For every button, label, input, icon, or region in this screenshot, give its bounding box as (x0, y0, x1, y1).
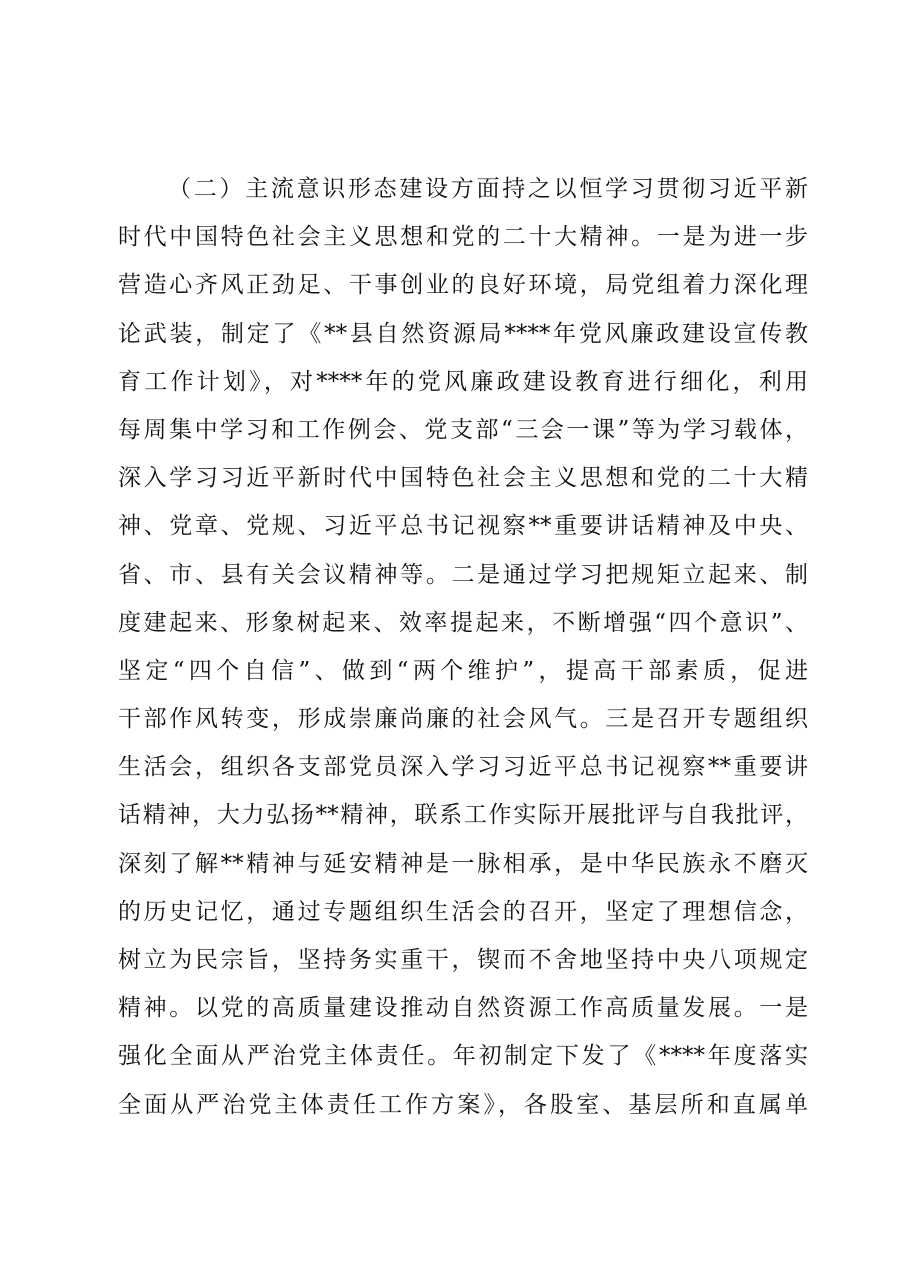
paragraph-line: 论武装，制定了《**县自然资源局****年党风廉政建设宣传教 (118, 320, 808, 347)
paragraph-line: 的历史记忆，通过专题组织生活会的召开，坚定了理想信念， (118, 898, 808, 925)
paragraph-line: 精神。以党的高质量建设推动自然资源工作高质量发展。一是 (118, 995, 808, 1022)
paragraph-line: 时代中国特色社会主义思想和党的二十大精神。一是为进一步 (118, 224, 808, 251)
paragraph-line: 深入学习习近平新时代中国特色社会主义思想和党的二十大精 (118, 465, 808, 492)
paragraph-line: 生活会，组织各支部党员深入学习习近平总书记视察**重要讲 (118, 754, 808, 781)
paragraph-line: 干部作风转变，形成崇廉尚廉的社会风气。三是召开专题组织 (118, 706, 808, 733)
body-paragraph (118, 165, 808, 1129)
paragraph-line: 深刻了解**精神与延安精神是一脉相承，是中华民族永不磨灭 (118, 850, 808, 877)
paragraph-line: 坚定“四个自信”、做到“两个维护”，提高干部素质，促进 (118, 657, 808, 684)
paragraph-line: 全面从严治党主体责任工作方案》，各股室、基层所和直属单 (118, 1091, 808, 1118)
paragraph-line: （二）主流意识形态建设方面持之以恒学习贯彻习近平新 (168, 176, 808, 202)
paragraph-line: 育工作计划》，对****年的党风廉政建设教育进行细化，利用 (118, 368, 808, 395)
paragraph-line: 强化全面从严治党主体责任。年初制定下发了《****年度落实 (118, 1043, 808, 1070)
paragraph-line: 省、市、县有关会议精神等。二是通过学习把规矩立起来、制 (118, 561, 808, 588)
paragraph-line: 树立为民宗旨，坚持务实重干，锲而不舍地坚持中央八项规定 (118, 947, 808, 973)
paragraph-line: 营造心齐风正劲足、干事创业的良好环境，局党组着力深化理 (118, 272, 808, 299)
paragraph-line: 度建起来、形象树起来、效率提起来，不断增强“四个意识”、 (118, 609, 808, 636)
paragraph-line: 每周集中学习和工作例会、党支部“三会一课”等为学习载体， (118, 416, 808, 443)
paragraph-line: 话精神，大力弘扬**精神，联系工作实际开展批评与自我批评， (118, 802, 808, 829)
paragraph-line: 神、党章、党规、习近平总书记视察**重要讲话精神及中央、 (118, 513, 808, 540)
